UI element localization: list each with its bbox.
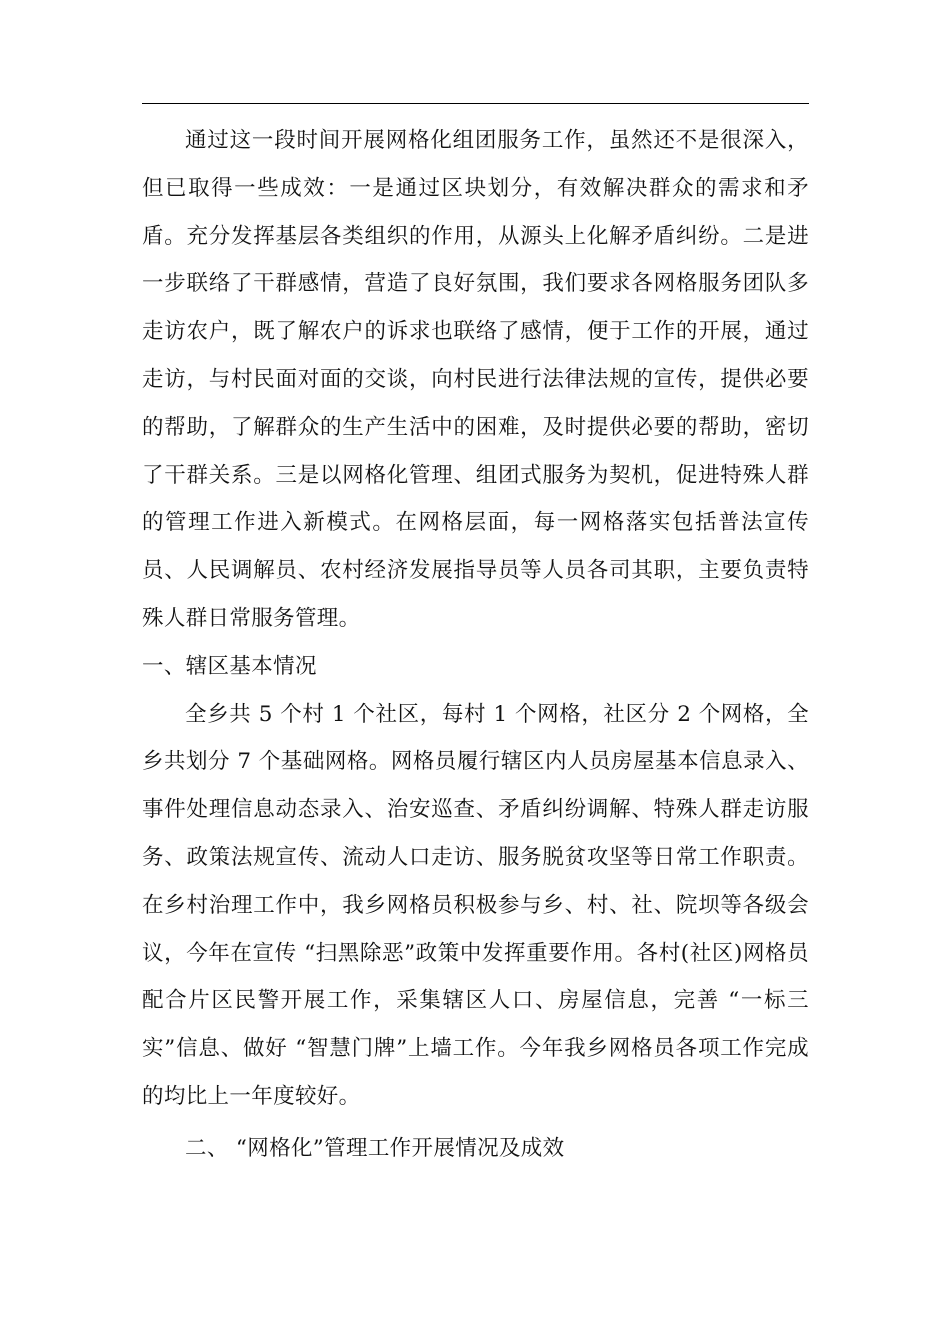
paragraph-achievements: 通过这一段时间开展网格化组团服务工作，虽然还不是很深入，但已取得一些成效：一是通过区块划分，有效解决群众的需求和矛盾。充分发挥基层各类组织的作用，从源头上化解矛盾纠纷。二是进一步联络了干群感情，营造了良好氛围，我们要求各网格服务团队多走访农户，既了解农户的诉求也联络了感情，便于工作的开展，通过走访，与村民面对面的交谈，向村民进行法律法规的宣传，提供必要的帮助，了解群众的生产生活中的困难，及时提供必要的帮助，密切了干群关系。三是以网格化管理、组团式服务为契机，促进特殊人群的管理工作进入新模式。在网格层面，每一网格落实包括普法宣传员、人民调解员、农村经济发展指导员等人员各司其职，主要负责特殊人群日常服务管理。	[142, 128, 809, 631]
document-body	[142, 117, 809, 1173]
section-heading-1: 一、辖区基本情况	[142, 653, 317, 679]
header-rule	[142, 103, 809, 104]
paragraph-jurisdiction-overview: 全乡共 5 个村 1 个社区，每村 1 个网格，社区分 2 个网格，全乡共划分 7 个基础网格。网格员履行辖区内人员房屋基本信息录入、事件处理信息动态录入、治安巡查、矛盾纠纷调解、特殊人群走访服务、政策法规宣传、流动人口走访、服务脱贫攻坚等日常工作职责。在乡村治理工作中，我乡网格员积极参与乡、村、社、院坝等各级会议，今年在宣传 “扫黑除恶”政策中发挥重要作用。各村(社区)网格员配合片区民警开展工作，采集辖区人口、房屋信息，完善 “一标三实”信息、做好 “智慧门牌”上墙工作。今年我乡网格员各项工作完成的均比上一年度较好。	[142, 701, 809, 1109]
section-heading-2: 二、 “网格化”管理工作开展情况及成效	[185, 1135, 565, 1161]
